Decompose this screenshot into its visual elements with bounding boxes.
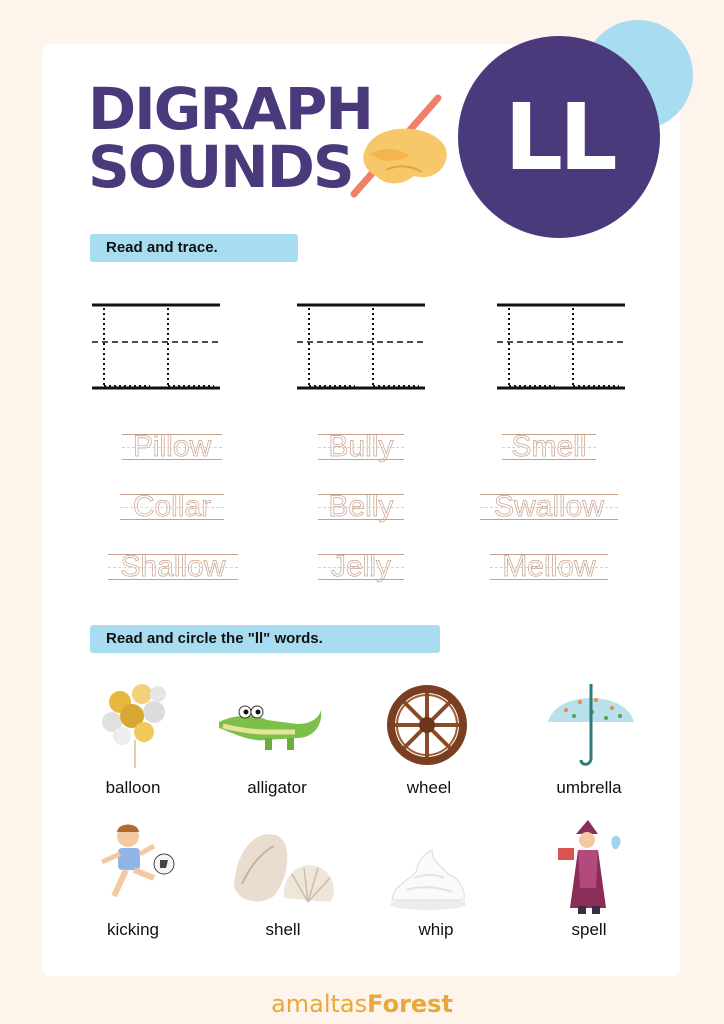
brand-name-bold: Forest [367, 990, 453, 1018]
brand-footer [0, 990, 724, 1018]
ll-trace-box-2 [297, 302, 427, 392]
trace-word: Smell [502, 430, 596, 464]
umbrella-icon [546, 680, 636, 770]
balloons-icon [90, 680, 180, 770]
picture-label-wheel: wheel [406, 778, 452, 797]
picture-label-whip: whip [418, 920, 454, 939]
trace-word: Shallow [108, 550, 238, 584]
alligator-icon [215, 688, 325, 768]
wheel-icon [386, 684, 468, 766]
ll-trace-box-3 [497, 302, 627, 392]
trace-word: Belly [318, 490, 404, 524]
title-line-1: DIGRAPH [88, 75, 372, 143]
brand-name-light: amaltas [271, 990, 368, 1018]
picture-label-kicking: kicking [107, 920, 159, 939]
digraph-badge [458, 36, 660, 238]
instruction-banner-circle [90, 625, 440, 653]
trace-word: Collar [120, 490, 224, 524]
instruction-circle-text: Read and circle the "ll" words. [106, 630, 323, 647]
instruction-banner-trace [90, 234, 298, 262]
trace-word: Swallow [480, 490, 618, 524]
picture-label-spell: spell [571, 920, 607, 939]
picture-label-alligator: alligator [247, 778, 307, 797]
ll-trace-box-1 [92, 302, 222, 392]
instruction-trace-text: Read and trace. [106, 239, 218, 256]
trace-word: Mellow [490, 550, 608, 584]
picture-label-shell: shell [265, 920, 301, 939]
wizard-icon [552, 818, 628, 916]
kicking-boy-icon [90, 820, 180, 910]
page-title [88, 75, 372, 201]
trace-word: Jelly [318, 550, 404, 584]
digraph-badge-text: LL [504, 83, 614, 191]
picture-label-balloon: balloon [105, 778, 161, 797]
writing-hand-icon [346, 90, 456, 200]
title-line-2: SOUNDS [88, 133, 353, 201]
trace-word: Bully [318, 430, 404, 464]
trace-word: Pillow [122, 430, 222, 464]
picture-label-umbrella: umbrella [556, 778, 622, 797]
shell-icon [230, 826, 340, 908]
whipped-cream-icon [386, 846, 470, 912]
